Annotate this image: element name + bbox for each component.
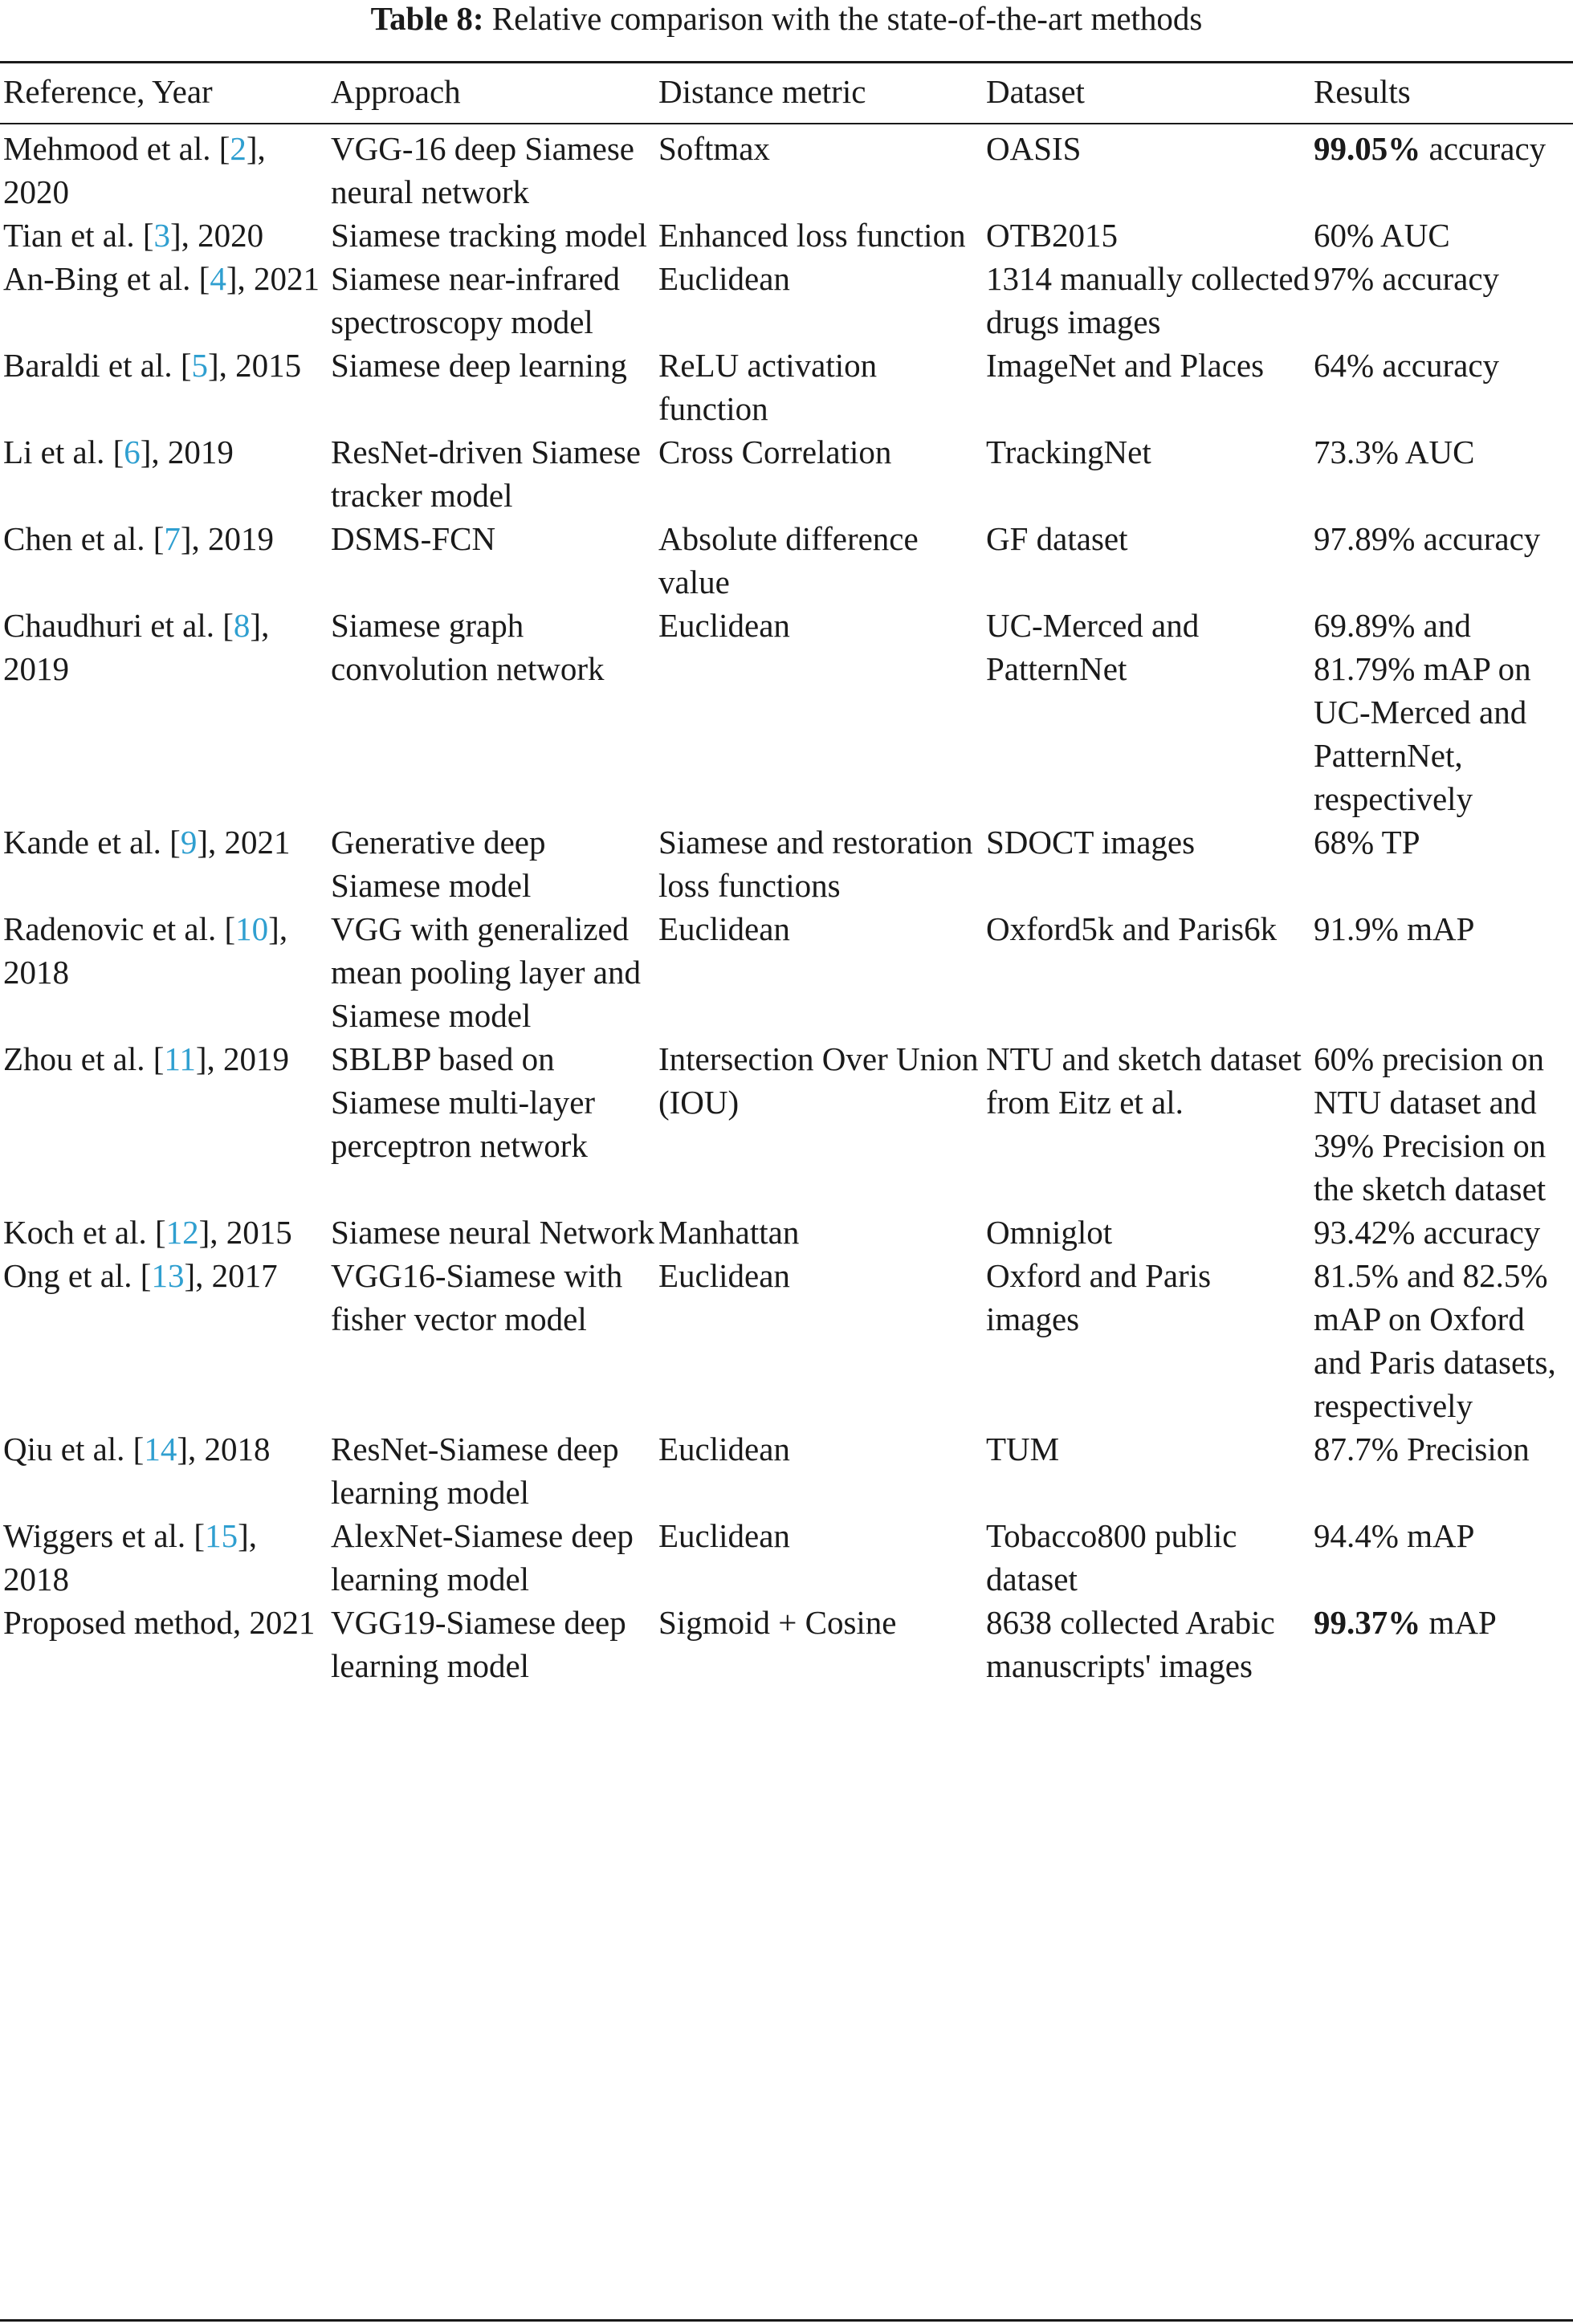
reference-year: ], 2015 — [198, 1214, 292, 1251]
reference-year: ], 2021 — [226, 260, 320, 297]
reference-year: ], 2019 — [195, 1040, 290, 1077]
caption-label: Table 8: — [370, 0, 484, 37]
cell-dataset: 1314 manually collected drugs images — [986, 260, 1310, 340]
reference-citation-link[interactable]: 4 — [210, 260, 226, 297]
reference-author: Qiu et al. [ — [3, 1431, 145, 1467]
cell-approach: VGG-16 deep Siamese neural network — [331, 130, 635, 210]
cell-approach: Generative deep Siamese model — [331, 824, 546, 904]
cell-results — [1310, 122, 1573, 214]
cell-distance-metric: Absolute difference value — [658, 520, 919, 600]
reference-year: ], 2019 — [140, 433, 234, 470]
table-row — [0, 1037, 1573, 1211]
result-text: 64% accuracy — [1314, 347, 1500, 384]
cell-reference — [0, 1254, 328, 1427]
cell-approach: Siamese neural Network — [331, 1214, 655, 1251]
cell-reference — [0, 1427, 328, 1514]
cell-approach: Siamese deep learning — [331, 347, 627, 384]
cell-results — [1310, 1254, 1573, 1427]
table-row — [0, 1254, 1573, 1427]
cell-dataset: TUM — [986, 1431, 1060, 1467]
reference-citation-link[interactable]: 7 — [164, 520, 181, 557]
cell-distance-metric: ReLU activation function — [658, 347, 878, 427]
cell-approach: AlexNet-Siamese deep learning model — [331, 1517, 634, 1597]
table-row — [0, 517, 1573, 604]
cell-results — [1310, 517, 1573, 604]
reference-author: Zhou et al. [ — [3, 1040, 165, 1077]
table-row — [0, 820, 1573, 907]
table-body — [0, 122, 1573, 1687]
reference-citation-link[interactable]: 8 — [233, 607, 251, 644]
reference-author: Tian et al. [ — [3, 217, 154, 254]
cell-approach: ResNet-Siamese deep learning model — [331, 1431, 619, 1511]
reference-year: ], 2018 — [3, 910, 288, 991]
result-text: 91.9% mAP — [1314, 910, 1475, 947]
reference-citation-link[interactable]: 2 — [230, 130, 247, 167]
table-row — [0, 214, 1573, 257]
cell-dataset: TrackingNet — [986, 433, 1151, 470]
header-dataset: Dataset — [986, 73, 1085, 110]
header-distance-metric: Distance metric — [658, 73, 866, 110]
cell-approach: VGG16-Siamese with fisher vector model — [331, 1257, 623, 1337]
cell-reference — [0, 517, 328, 604]
table-row — [0, 1427, 1573, 1514]
table-row — [0, 1601, 1573, 1687]
table-bottom-rule — [0, 2319, 1573, 2322]
comparison-table — [0, 59, 1573, 1687]
reference-author: Koch et al. [ — [3, 1214, 166, 1251]
cell-results — [1310, 1037, 1573, 1211]
result-text: 73.3% AUC — [1314, 433, 1475, 470]
cell-reference — [0, 122, 328, 214]
reference-year: ], 2019 — [180, 520, 275, 557]
cell-dataset: GF dataset — [986, 520, 1128, 557]
reference-author: Chaudhuri et al. [ — [3, 607, 234, 644]
cell-results — [1310, 430, 1573, 517]
header-results: Results — [1314, 73, 1411, 110]
result-text: 60% AUC — [1314, 217, 1450, 254]
cell-approach: SBLBP based on Siamese multi-layer perceptron network — [331, 1040, 596, 1164]
cell-reference — [0, 907, 328, 1037]
header-approach: Approach — [331, 73, 461, 110]
reference-author: Chen et al. [ — [3, 520, 165, 557]
cell-approach: DSMS-FCN — [331, 520, 496, 557]
cell-approach: Siamese graph convolution network — [331, 607, 605, 687]
reference-citation-link[interactable]: 3 — [153, 217, 171, 254]
reference-year: ], 2020 — [3, 130, 266, 210]
caption-text: Relative comparison with the state-of-the-art methods — [491, 0, 1203, 37]
cell-reference — [0, 1601, 328, 1687]
reference-citation-link[interactable]: 12 — [165, 1214, 199, 1251]
reference-citation-link[interactable]: 13 — [151, 1257, 185, 1294]
cell-approach: ResNet-driven Siamese tracker model — [331, 433, 641, 514]
result-text: mAP — [1420, 1604, 1497, 1641]
cell-reference — [0, 820, 328, 907]
cell-distance-metric: Euclidean — [658, 910, 790, 947]
cell-reference — [0, 257, 328, 344]
reference-author: Li et al. [ — [3, 433, 124, 470]
cell-approach: VGG with generalized mean pooling layer and Siamese model — [331, 910, 641, 1034]
table-row — [0, 907, 1573, 1037]
reference-year: ], 2018 — [177, 1431, 271, 1467]
result-text: 60% precision on NTU dataset and 39% Precision on the sketch dataset — [1314, 1040, 1547, 1207]
cell-distance-metric: Cross Correlation — [658, 433, 892, 470]
result-highlight: 99.05% — [1314, 130, 1421, 167]
cell-reference — [0, 430, 328, 517]
table-row — [0, 430, 1573, 517]
cell-distance-metric: Sigmoid + Cosine — [658, 1604, 897, 1641]
table-caption — [0, 0, 1573, 37]
reference-year: ], 2019 — [3, 607, 270, 687]
table-row — [0, 604, 1573, 820]
cell-dataset: UC-Merced and PatternNet — [986, 607, 1200, 687]
reference-citation-link[interactable]: 14 — [144, 1431, 177, 1467]
reference-year: ], 2018 — [3, 1517, 257, 1597]
reference-author: Radenovic et al. [ — [3, 910, 236, 947]
cell-reference — [0, 1211, 328, 1254]
reference-citation-link[interactable]: 9 — [180, 824, 198, 861]
reference-citation-link[interactable]: 6 — [124, 433, 141, 470]
cell-distance-metric: Siamese and restoration loss functions — [658, 824, 973, 904]
result-highlight: 99.37% — [1314, 1604, 1421, 1641]
cell-distance-metric: Manhattan — [658, 1214, 800, 1251]
reference-author: Ong et al. [ — [3, 1257, 152, 1294]
header-reference-year: Reference, Year — [3, 73, 213, 110]
reference-citation-link[interactable]: 11 — [164, 1040, 196, 1077]
table-header-row — [0, 59, 1573, 122]
cell-dataset: OASIS — [986, 130, 1082, 167]
cell-results — [1310, 907, 1573, 1037]
cell-dataset: SDOCT images — [986, 824, 1196, 861]
cell-dataset: ImageNet and Places — [986, 347, 1265, 384]
table-row — [0, 122, 1573, 214]
result-text: 94.4% mAP — [1314, 1517, 1475, 1554]
result-text: 68% TP — [1314, 824, 1420, 861]
table-row — [0, 1514, 1573, 1601]
cell-dataset: NTU and sketch dataset from Eitz et al. — [986, 1040, 1302, 1121]
cell-dataset: OTB2015 — [986, 217, 1118, 254]
reference-year: ], 2015 — [208, 347, 302, 384]
reference-citation-link[interactable]: 15 — [205, 1517, 238, 1554]
reference-author: An-Bing et al. [ — [3, 260, 210, 297]
cell-results — [1310, 1601, 1573, 1687]
reference-author: Proposed method, 2021 — [3, 1604, 316, 1641]
table-row — [0, 257, 1573, 344]
cell-distance-metric: Euclidean — [658, 260, 790, 297]
cell-dataset: 8638 collected Arabic manuscripts' images — [986, 1604, 1275, 1684]
cell-results — [1310, 214, 1573, 257]
cell-reference — [0, 604, 328, 820]
reference-author: Kande et al. [ — [3, 824, 181, 861]
cell-distance-metric: Intersection Over Union (IOU) — [658, 1040, 979, 1121]
cell-reference — [0, 344, 328, 430]
reference-author: Mehmood et al. [ — [3, 130, 230, 167]
cell-dataset: Tobacco800 public dataset — [986, 1517, 1237, 1597]
cell-dataset: Omniglot — [986, 1214, 1113, 1251]
cell-distance-metric: Euclidean — [658, 1257, 790, 1294]
cell-results — [1310, 1211, 1573, 1254]
reference-citation-link[interactable]: 5 — [191, 347, 209, 384]
table-row — [0, 1211, 1573, 1254]
result-text: 87.7% Precision — [1314, 1431, 1530, 1467]
cell-reference — [0, 1037, 328, 1211]
reference-year: ], 2020 — [170, 217, 264, 254]
table-row — [0, 344, 1573, 430]
cell-results — [1310, 1427, 1573, 1514]
cell-results — [1310, 344, 1573, 430]
cell-dataset: Oxford5k and Paris6k — [986, 910, 1278, 947]
cell-distance-metric: Enhanced loss function — [658, 217, 966, 254]
reference-citation-link[interactable]: 10 — [235, 910, 269, 947]
cell-distance-metric: Euclidean — [658, 607, 790, 644]
result-text: 69.89% and 81.79% mAP on UC-Merced and PatternNet, respectively — [1314, 607, 1531, 817]
cell-approach: Siamese near-infrared spectroscopy model — [331, 260, 621, 340]
cell-approach: Siamese tracking model — [331, 217, 647, 254]
reference-author: Wiggers et al. [ — [3, 1517, 206, 1554]
result-text: 97.89% accuracy — [1314, 520, 1541, 557]
cell-results — [1310, 820, 1573, 907]
cell-distance-metric: Softmax — [658, 130, 770, 167]
reference-year: ], 2021 — [197, 824, 291, 861]
result-text: 93.42% accuracy — [1314, 1214, 1541, 1251]
result-text: accuracy — [1420, 130, 1547, 167]
result-text: 81.5% and 82.5% mAP on Oxford and Paris datasets, respectively — [1314, 1257, 1556, 1424]
cell-reference — [0, 1514, 328, 1601]
cell-results — [1310, 257, 1573, 344]
cell-reference — [0, 214, 328, 257]
cell-approach: VGG19-Siamese deep learning model — [331, 1604, 626, 1684]
cell-results — [1310, 1514, 1573, 1601]
reference-author: Baraldi et al. [ — [3, 347, 192, 384]
cell-results — [1310, 604, 1573, 820]
cell-distance-metric: Euclidean — [658, 1517, 790, 1554]
reference-year: ], 2017 — [184, 1257, 278, 1294]
result-text: 97% accuracy — [1314, 260, 1500, 297]
cell-distance-metric: Euclidean — [658, 1431, 790, 1467]
cell-dataset: Oxford and Paris images — [986, 1257, 1212, 1337]
